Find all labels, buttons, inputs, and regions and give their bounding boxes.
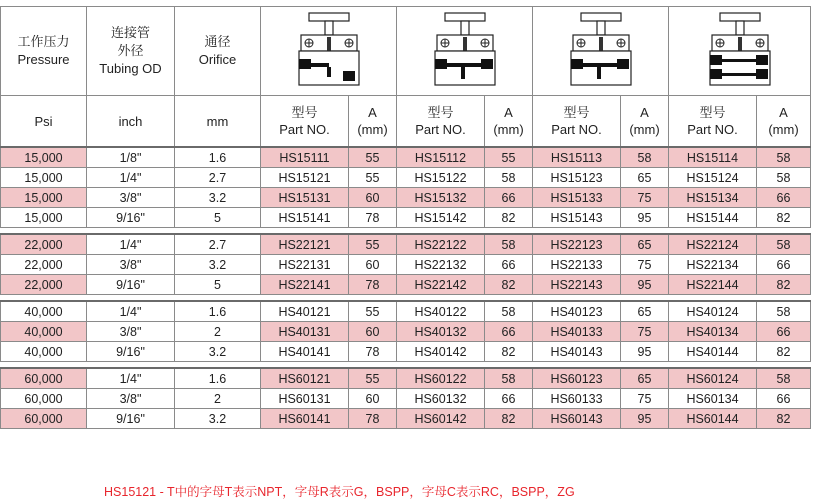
table-row [1, 255, 811, 275]
orifice-cell: 1.6 [175, 147, 261, 168]
part-no-cell: HS15111 [261, 147, 349, 168]
part-no-cell: HS22121 [261, 234, 349, 255]
pressure-cell: 60,000 [1, 368, 87, 389]
part-no-cell: HS40141 [261, 342, 349, 362]
part-no-cell: HS22123 [533, 234, 621, 255]
tubing-header-en: Tubing OD [99, 61, 162, 76]
model-en: Part NO. [687, 122, 738, 137]
part-no-cell: HS15133 [533, 188, 621, 208]
a-label: A [640, 105, 649, 120]
footnote: HS15121 - T中的字母T表示NPT，字母R表示G，BSPP，字母C表示RC，BSPP，ZG [104, 485, 575, 499]
table-row [1, 322, 811, 342]
a-dim-cell: 82 [757, 275, 811, 295]
tubing-od-cell: 3/8" [87, 255, 175, 275]
part-no-cell: HS22133 [533, 255, 621, 275]
mm-unit: mm [175, 96, 261, 148]
a-dim-cell: 60 [349, 322, 397, 342]
part-no-cell: HS40131 [261, 322, 349, 342]
a-header-4 [757, 96, 811, 148]
a-unit: (mm) [768, 122, 799, 137]
part-no-cell: HS40122 [397, 301, 485, 322]
part-no-cell: HS60144 [669, 409, 757, 429]
pressure-cell: 40,000 [1, 301, 87, 322]
model-en: Part NO. [415, 122, 466, 137]
a-dim-cell: 58 [757, 147, 811, 168]
tubing-od-cell: 3/8" [87, 188, 175, 208]
a-dim-cell: 66 [757, 322, 811, 342]
a-label: A [504, 105, 513, 120]
table-row [1, 409, 811, 429]
part-no-cell: HS40143 [533, 342, 621, 362]
part-no-cell: HS60124 [669, 368, 757, 389]
orifice-cell: 2.7 [175, 234, 261, 255]
model-cn: 型号 [699, 105, 726, 120]
part-no-cell: HS22141 [261, 275, 349, 295]
a-dim-cell: 65 [621, 368, 669, 389]
a-dim-cell: 58 [621, 147, 669, 168]
part-no-cell: HS40142 [397, 342, 485, 362]
tubing-od-cell: 1/4" [87, 301, 175, 322]
part-no-cell: HS40132 [397, 322, 485, 342]
tubing-od-cell: 3/8" [87, 389, 175, 409]
part-no-cell: HS40124 [669, 301, 757, 322]
valve-diagram-icon [397, 11, 532, 91]
tubing-od-cell: 1/8" [87, 147, 175, 168]
pressure-header [1, 7, 87, 96]
pressure-cell: 40,000 [1, 342, 87, 362]
part-no-cell: HS22122 [397, 234, 485, 255]
pressure-cell: 15,000 [1, 147, 87, 168]
a-header-2 [485, 96, 533, 148]
a-dim-cell: 82 [757, 342, 811, 362]
tubing-od-cell: 1/4" [87, 234, 175, 255]
a-dim-cell: 55 [349, 168, 397, 188]
pressure-cell: 15,000 [1, 208, 87, 228]
part-no-cell: HS40144 [669, 342, 757, 362]
a-dim-cell: 66 [485, 389, 533, 409]
part-no-cell: HS60142 [397, 409, 485, 429]
table-row [1, 147, 811, 168]
part-no-cell: HS22124 [669, 234, 757, 255]
part-no-cell: HS15114 [669, 147, 757, 168]
part-no-cell: HS15123 [533, 168, 621, 188]
table-row [1, 188, 811, 208]
part-no-cell: HS15113 [533, 147, 621, 168]
pressure-cell: 22,000 [1, 255, 87, 275]
a-dim-cell: 78 [349, 208, 397, 228]
model-cn: 型号 [563, 105, 590, 120]
a-dim-cell: 55 [349, 368, 397, 389]
valve-diagram-cell-4 [669, 7, 811, 96]
a-header-1 [349, 96, 397, 148]
orifice-cell: 3.2 [175, 188, 261, 208]
valve-spec-table [0, 6, 811, 429]
pressure-cell: 60,000 [1, 389, 87, 409]
part-no-cell: HS15124 [669, 168, 757, 188]
orifice-cell: 1.6 [175, 301, 261, 322]
a-dim-cell: 82 [485, 342, 533, 362]
a-dim-cell: 66 [757, 389, 811, 409]
tubing-od-cell: 9/16" [87, 342, 175, 362]
pressure-header-en: Pressure [17, 52, 70, 67]
table-row [1, 168, 811, 188]
a-dim-cell: 58 [485, 234, 533, 255]
part-no-cell: HS40133 [533, 322, 621, 342]
valve-diagram-icon [669, 11, 810, 91]
part-no-cell: HS15122 [397, 168, 485, 188]
a-unit: (mm) [357, 122, 388, 137]
a-dim-cell: 60 [349, 255, 397, 275]
a-dim-cell: 66 [485, 188, 533, 208]
part-no-cell: HS60122 [397, 368, 485, 389]
header-row [1, 7, 811, 96]
part-no-cell: HS60133 [533, 389, 621, 409]
tubing-header-cn1: 连接管 [110, 25, 150, 40]
a-dim-cell: 58 [757, 368, 811, 389]
orifice-header-en: Orifice [198, 52, 237, 67]
a-dim-cell: 82 [485, 208, 533, 228]
tubing-od-cell: 9/16" [87, 275, 175, 295]
valve-diagram-icon [261, 11, 396, 91]
a-dim-cell: 55 [349, 147, 397, 168]
orifice-cell: 5 [175, 208, 261, 228]
part-no-cell: HS22131 [261, 255, 349, 275]
part-no-cell: HS60134 [669, 389, 757, 409]
part-no-cell: HS60121 [261, 368, 349, 389]
a-dim-cell: 75 [621, 389, 669, 409]
model-en: Part NO. [551, 122, 602, 137]
part-no-cell: HS22143 [533, 275, 621, 295]
part-no-header-2 [397, 96, 485, 148]
psi-unit: Psi [1, 96, 87, 148]
a-dim-cell: 95 [621, 409, 669, 429]
part-no-cell: HS40134 [669, 322, 757, 342]
part-no-cell: HS22144 [669, 275, 757, 295]
part-no-cell: HS15144 [669, 208, 757, 228]
table-row [1, 368, 811, 389]
part-no-header-3 [533, 96, 621, 148]
a-unit: (mm) [493, 122, 524, 137]
part-no-cell: HS40123 [533, 301, 621, 322]
orifice-cell: 5 [175, 275, 261, 295]
a-dim-cell: 65 [621, 168, 669, 188]
tubing-od-cell: 1/4" [87, 368, 175, 389]
part-no-cell: HS15131 [261, 188, 349, 208]
part-no-cell: HS22134 [669, 255, 757, 275]
pressure-cell: 15,000 [1, 168, 87, 188]
orifice-cell: 2 [175, 322, 261, 342]
a-dim-cell: 82 [485, 409, 533, 429]
a-dim-cell: 65 [621, 234, 669, 255]
a-dim-cell: 58 [757, 234, 811, 255]
a-dim-cell: 58 [485, 168, 533, 188]
table-row [1, 389, 811, 409]
a-dim-cell: 82 [485, 275, 533, 295]
part-no-cell: HS15141 [261, 208, 349, 228]
table-row [1, 342, 811, 362]
part-no-header-1 [261, 96, 349, 148]
pressure-cell: 15,000 [1, 188, 87, 208]
a-header-3 [621, 96, 669, 148]
a-dim-cell: 55 [349, 234, 397, 255]
table-row [1, 234, 811, 255]
orifice-cell: 1.6 [175, 368, 261, 389]
a-dim-cell: 95 [621, 275, 669, 295]
tubing-od-cell: 9/16" [87, 409, 175, 429]
orifice-cell: 3.2 [175, 409, 261, 429]
part-no-cell: HS22132 [397, 255, 485, 275]
part-no-cell: HS60132 [397, 389, 485, 409]
part-no-cell: HS15121 [261, 168, 349, 188]
model-en: Part NO. [279, 122, 330, 137]
a-dim-cell: 66 [485, 322, 533, 342]
a-dim-cell: 75 [621, 188, 669, 208]
orifice-header-cn: 通径 [204, 34, 231, 49]
orifice-header [175, 7, 261, 96]
a-dim-cell: 78 [349, 409, 397, 429]
inch-unit: inch [87, 96, 175, 148]
tubing-od-cell: 1/4" [87, 168, 175, 188]
a-dim-cell: 82 [757, 208, 811, 228]
part-no-cell: HS22142 [397, 275, 485, 295]
unit-header-row [1, 96, 811, 148]
a-dim-cell: 78 [349, 275, 397, 295]
a-dim-cell: 95 [621, 342, 669, 362]
orifice-cell: 2.7 [175, 168, 261, 188]
part-no-cell: HS60143 [533, 409, 621, 429]
a-dim-cell: 66 [757, 188, 811, 208]
a-dim-cell: 75 [621, 322, 669, 342]
orifice-cell: 3.2 [175, 342, 261, 362]
pressure-cell: 22,000 [1, 275, 87, 295]
a-dim-cell: 55 [485, 147, 533, 168]
valve-diagram-cell-2 [397, 7, 533, 96]
tubing-header-cn2: 外径 [117, 43, 144, 58]
part-no-cell: HS60123 [533, 368, 621, 389]
part-no-cell: HS60131 [261, 389, 349, 409]
a-dim-cell: 60 [349, 188, 397, 208]
table-row [1, 208, 811, 228]
table-row [1, 275, 811, 295]
pressure-cell: 22,000 [1, 234, 87, 255]
model-cn: 型号 [291, 105, 318, 120]
a-label: A [368, 105, 377, 120]
valve-diagram-icon [533, 11, 668, 91]
table-row [1, 301, 811, 322]
pressure-header-cn: 工作压力 [17, 34, 70, 49]
tubing-od-cell: 3/8" [87, 322, 175, 342]
a-dim-cell: 58 [757, 301, 811, 322]
tubing-od-cell: 9/16" [87, 208, 175, 228]
part-no-cell: HS15132 [397, 188, 485, 208]
a-dim-cell: 60 [349, 389, 397, 409]
a-dim-cell: 95 [621, 208, 669, 228]
part-no-cell: HS15134 [669, 188, 757, 208]
part-no-header-4 [669, 96, 757, 148]
a-dim-cell: 78 [349, 342, 397, 362]
a-unit: (mm) [629, 122, 660, 137]
orifice-cell: 2 [175, 389, 261, 409]
a-dim-cell: 65 [621, 301, 669, 322]
tubing-od-header [87, 7, 175, 96]
a-dim-cell: 58 [757, 168, 811, 188]
valve-diagram-cell-3 [533, 7, 669, 96]
part-no-cell: HS15112 [397, 147, 485, 168]
a-dim-cell: 66 [757, 255, 811, 275]
valve-diagram-cell-1 [261, 7, 397, 96]
model-cn: 型号 [427, 105, 454, 120]
part-no-cell: HS40121 [261, 301, 349, 322]
pressure-cell: 60,000 [1, 409, 87, 429]
a-dim-cell: 55 [349, 301, 397, 322]
a-dim-cell: 66 [485, 255, 533, 275]
part-no-cell: HS15143 [533, 208, 621, 228]
a-dim-cell: 58 [485, 368, 533, 389]
pressure-cell: 40,000 [1, 322, 87, 342]
a-dim-cell: 58 [485, 301, 533, 322]
a-dim-cell: 82 [757, 409, 811, 429]
a-dim-cell: 75 [621, 255, 669, 275]
a-label: A [779, 105, 788, 120]
part-no-cell: HS60141 [261, 409, 349, 429]
orifice-cell: 3.2 [175, 255, 261, 275]
part-no-cell: HS15142 [397, 208, 485, 228]
